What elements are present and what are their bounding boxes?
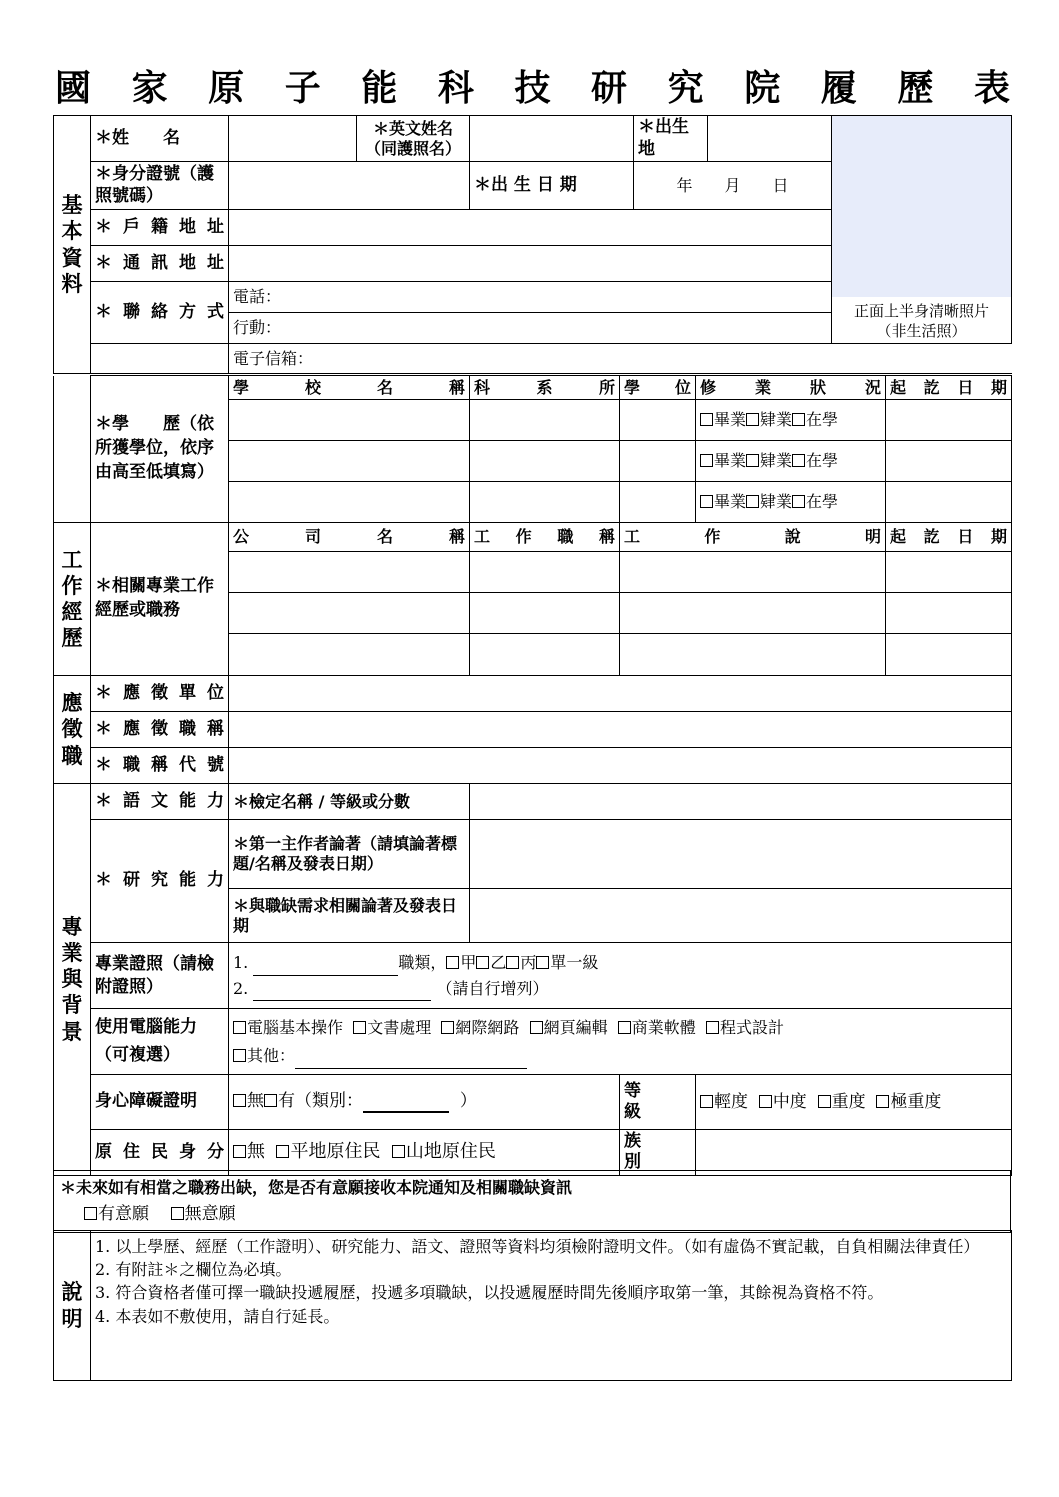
section-char: 經 bbox=[61, 599, 83, 624]
birthdate-label: ＊出 生 日 期 bbox=[470, 162, 634, 210]
option-label: 山地原住民 bbox=[405, 1141, 496, 1162]
option-label: 無 bbox=[247, 1141, 265, 1162]
edu-school-field[interactable] bbox=[229, 441, 470, 482]
checkbox[interactable] bbox=[746, 495, 759, 508]
eng-name-label: ＊英文姓名（同護照名） bbox=[357, 116, 470, 162]
option-label: 文書處理 bbox=[367, 1018, 432, 1038]
work-table bbox=[53, 522, 1012, 676]
research-related-field[interactable] bbox=[470, 889, 1012, 943]
option-label: 網際網路 bbox=[455, 1018, 520, 1038]
option-label: 平地原住民 bbox=[290, 1141, 381, 1162]
work-title-field[interactable] bbox=[470, 634, 620, 676]
section-char: 景 bbox=[61, 1018, 83, 1044]
computer-label: 使用電腦能力（可複選） bbox=[91, 1009, 229, 1075]
section-professional bbox=[54, 784, 91, 1176]
license-add-note: （請自行增列） bbox=[436, 978, 549, 998]
section-char: 職 bbox=[61, 742, 83, 768]
edu-header-degree: 學位 bbox=[620, 376, 696, 400]
edu-header-status: 修業狀況 bbox=[696, 376, 886, 400]
basic-info-table bbox=[53, 115, 1012, 374]
section-char: 本 bbox=[61, 218, 83, 244]
license-blank[interactable] bbox=[253, 960, 398, 976]
name-field[interactable] bbox=[229, 116, 357, 162]
tribe-label: 族 別 bbox=[620, 1130, 696, 1176]
checkbox[interactable] bbox=[476, 956, 489, 969]
section-char: 明 bbox=[61, 1305, 83, 1331]
professional-table bbox=[53, 783, 1012, 1176]
grade-options[interactable] bbox=[696, 1075, 1012, 1130]
photo-box[interactable] bbox=[832, 116, 1012, 344]
apply-code-field[interactable] bbox=[229, 748, 1012, 784]
checkbox[interactable] bbox=[392, 1145, 405, 1158]
option-label: 在學 bbox=[806, 492, 839, 511]
option-label: 無 bbox=[247, 1091, 264, 1112]
education-table bbox=[53, 375, 1012, 523]
education-label: ＊學 歷（依所獲學位，依序由高至低填寫） bbox=[91, 376, 229, 523]
apply-unit-field[interactable] bbox=[229, 676, 1012, 712]
work-dates-field[interactable] bbox=[886, 593, 1012, 634]
checkbox[interactable] bbox=[792, 413, 805, 426]
research-label: ＊研究能力 bbox=[91, 820, 229, 943]
work-desc-field[interactable] bbox=[620, 552, 886, 593]
note-item: 4. 本表如不敷使用，請自行延長。 bbox=[95, 1306, 340, 1326]
language-label: ＊語文能力 bbox=[91, 784, 229, 820]
license-label: 專業證照（請檢附證照） bbox=[91, 943, 229, 1009]
computer-option-row bbox=[233, 1014, 1007, 1041]
work-header-dates: 起訖日期 bbox=[886, 523, 1012, 552]
edu-degree-field[interactable] bbox=[620, 441, 696, 482]
title-char: 能 bbox=[361, 66, 398, 109]
edu-dept-field[interactable] bbox=[470, 441, 620, 482]
email-field[interactable]: 電子信箱： bbox=[229, 344, 1012, 374]
work-company-field[interactable] bbox=[229, 593, 470, 634]
option-label: 網頁編輯 bbox=[543, 1018, 608, 1038]
checkbox[interactable] bbox=[700, 495, 713, 508]
id-field[interactable] bbox=[229, 162, 470, 210]
edu-status-options[interactable] bbox=[696, 400, 886, 441]
option-label: 乙 bbox=[490, 952, 507, 972]
option-label: 程式設計 bbox=[719, 1018, 784, 1038]
checkbox[interactable] bbox=[171, 1207, 184, 1220]
title-char: 院 bbox=[744, 66, 781, 109]
edu-status-options[interactable] bbox=[696, 482, 886, 523]
section-apply bbox=[54, 676, 91, 784]
work-desc-field[interactable] bbox=[620, 634, 886, 676]
apply-code-label: ＊職稱代號 bbox=[91, 748, 229, 784]
option-label: 有意願 bbox=[98, 1203, 149, 1224]
work-title-field[interactable] bbox=[470, 552, 620, 593]
disability-label: 身心障礙證明 bbox=[91, 1075, 229, 1130]
option-label: 肄業 bbox=[760, 492, 793, 511]
checkbox[interactable] bbox=[233, 1145, 246, 1158]
section-char: 業 bbox=[61, 939, 83, 965]
option-label: 電腦基本操作 bbox=[247, 1018, 344, 1038]
aboriginal-options[interactable] bbox=[229, 1130, 620, 1176]
license-field[interactable] bbox=[229, 943, 1012, 1009]
contact-label-cont bbox=[91, 344, 229, 374]
checkbox[interactable] bbox=[818, 1095, 831, 1108]
option-label: 在學 bbox=[806, 410, 839, 429]
section-char: 徵 bbox=[61, 716, 83, 742]
checkbox[interactable] bbox=[233, 1049, 246, 1062]
title-char: 國 bbox=[55, 66, 92, 109]
license-category-label: 職類， bbox=[398, 952, 447, 972]
section-work bbox=[54, 523, 91, 676]
edu-dept-field[interactable] bbox=[470, 482, 620, 523]
checkbox[interactable] bbox=[792, 495, 805, 508]
option-label: 重度 bbox=[831, 1091, 866, 1112]
section-char: 專 bbox=[61, 913, 83, 939]
section-char: 背 bbox=[61, 992, 83, 1018]
section-char: 說 bbox=[61, 1279, 83, 1305]
research-first-author-label: ＊第一主作者論著（請填論著標題/名稱及發表日期） bbox=[229, 820, 470, 889]
option-label: 甲 bbox=[460, 952, 477, 972]
edu-header-school: 學校名稱 bbox=[229, 376, 470, 400]
notes-table bbox=[53, 1230, 1012, 1381]
section-notes bbox=[54, 1231, 91, 1381]
household-label: ＊戶籍地址 bbox=[91, 210, 229, 246]
note-item: 2. 有附註＊之欄位為必填。 bbox=[95, 1260, 292, 1280]
title-char: 究 bbox=[667, 66, 704, 109]
checkbox[interactable] bbox=[700, 413, 713, 426]
option-label: 畢業 bbox=[714, 451, 747, 470]
apply-unit-label: ＊應徵單位 bbox=[91, 676, 229, 712]
edu-header-dates: 起訖日期 bbox=[886, 376, 1012, 400]
option-label: 畢業 bbox=[714, 410, 747, 429]
research-first-author-field[interactable] bbox=[470, 820, 1012, 889]
edu-degree-field[interactable] bbox=[620, 482, 696, 523]
title-char: 子 bbox=[284, 66, 321, 109]
mobile-field[interactable]: 行動： bbox=[229, 313, 832, 344]
checkbox[interactable] bbox=[792, 454, 805, 467]
consent-options bbox=[60, 1201, 1004, 1228]
work-header-title: 工作職稱 bbox=[470, 523, 620, 552]
checkbox[interactable] bbox=[353, 1021, 366, 1034]
section-char: 應 bbox=[61, 690, 83, 716]
consent-table bbox=[53, 1170, 1011, 1233]
work-header-company: 公司名稱 bbox=[229, 523, 470, 552]
checkbox[interactable] bbox=[706, 1021, 719, 1034]
option-label: 輕度 bbox=[714, 1091, 748, 1112]
checkbox[interactable] bbox=[84, 1207, 97, 1220]
work-header-desc: 工作說明 bbox=[620, 523, 886, 552]
edu-status-options[interactable] bbox=[696, 441, 886, 482]
option-label: 其他： bbox=[247, 1045, 296, 1065]
checkbox[interactable] bbox=[876, 1095, 889, 1108]
edu-school-field[interactable] bbox=[229, 400, 470, 441]
apply-table bbox=[53, 675, 1012, 784]
birthplace-field[interactable] bbox=[708, 116, 832, 162]
work-title-field[interactable] bbox=[470, 593, 620, 634]
option-label: 單一級 bbox=[550, 952, 599, 972]
language-cert-label: ＊檢定名稱 / 等級或分數 bbox=[229, 784, 470, 820]
phone-field[interactable]: 電話： bbox=[229, 282, 832, 313]
form-title bbox=[55, 58, 1010, 112]
grade-label: 等 級 bbox=[620, 1075, 696, 1130]
work-company-field[interactable] bbox=[229, 552, 470, 593]
option-label: 極重度 bbox=[890, 1091, 942, 1112]
title-char: 原 bbox=[208, 66, 245, 109]
checkbox[interactable] bbox=[441, 1021, 454, 1034]
section-char: 與 bbox=[61, 966, 83, 992]
edu-degree-field[interactable] bbox=[620, 400, 696, 441]
tribe-field[interactable] bbox=[696, 1130, 1012, 1176]
photo-caption: 正面上半身清晰照片 bbox=[854, 302, 990, 320]
title-char: 技 bbox=[514, 66, 551, 109]
edu-dept-field[interactable] bbox=[470, 400, 620, 441]
computer-other-blank[interactable] bbox=[295, 1053, 527, 1069]
title-char: 履 bbox=[820, 66, 857, 109]
checkbox[interactable] bbox=[530, 1021, 543, 1034]
checkbox[interactable] bbox=[700, 1095, 713, 1108]
work-label: ＊相關專業工作經歷或職務 bbox=[91, 523, 229, 676]
checkbox[interactable] bbox=[446, 956, 459, 969]
disability-options[interactable] bbox=[229, 1075, 620, 1130]
title-char: 研 bbox=[591, 66, 628, 109]
checkbox[interactable] bbox=[700, 454, 713, 467]
eng-name-field[interactable] bbox=[470, 116, 634, 162]
section-basic bbox=[54, 116, 91, 374]
consent-cell bbox=[54, 1171, 1011, 1233]
edu-dates-field[interactable] bbox=[886, 441, 1012, 482]
notes-list bbox=[91, 1231, 1012, 1381]
option-label: 有（類別： bbox=[278, 1091, 363, 1112]
work-dates-field[interactable] bbox=[886, 634, 1012, 676]
title-char: 科 bbox=[437, 66, 474, 109]
apply-title-field[interactable] bbox=[229, 712, 1012, 748]
edu-dates-field[interactable] bbox=[886, 400, 1012, 441]
option-label: 中度 bbox=[772, 1091, 807, 1112]
section-char: 基 bbox=[61, 192, 83, 217]
checkbox[interactable] bbox=[536, 956, 549, 969]
checkbox[interactable] bbox=[276, 1145, 289, 1158]
license-line-1 bbox=[233, 950, 1007, 976]
photo-caption-note: （非生活照） bbox=[876, 321, 967, 340]
option-label: 在學 bbox=[806, 451, 839, 470]
option-label: 丙 bbox=[520, 952, 537, 972]
work-desc-field[interactable] bbox=[620, 593, 886, 634]
license-blank[interactable] bbox=[253, 985, 431, 1001]
birthplace-label: ＊出生地 bbox=[634, 116, 708, 162]
checkbox[interactable] bbox=[264, 1094, 277, 1107]
option-label: 畢業 bbox=[714, 492, 747, 511]
checkbox[interactable] bbox=[759, 1095, 772, 1108]
language-field[interactable] bbox=[470, 784, 1012, 820]
consent-question: ＊未來如有相當之職務出缺，您是否有意願接收本院通知及相關職缺資訊 bbox=[60, 1178, 573, 1197]
license-line-2 bbox=[233, 976, 1007, 1002]
checkbox[interactable] bbox=[233, 1021, 246, 1034]
section-char: 作 bbox=[61, 572, 83, 598]
computer-other-row bbox=[233, 1042, 1007, 1069]
aboriginal-label: 原住民身分 bbox=[91, 1130, 229, 1176]
work-dates-field[interactable] bbox=[886, 552, 1012, 593]
edu-dates-field[interactable] bbox=[886, 482, 1012, 523]
section-char: 料 bbox=[61, 270, 83, 296]
option-label: 商業軟體 bbox=[631, 1018, 696, 1038]
edu-school-field[interactable] bbox=[229, 482, 470, 523]
title-char: 表 bbox=[973, 66, 1010, 109]
checkbox[interactable] bbox=[746, 454, 759, 467]
option-label: 肄業 bbox=[760, 410, 793, 429]
computer-options[interactable] bbox=[229, 1009, 1012, 1075]
checkbox[interactable] bbox=[618, 1021, 631, 1034]
option-label: 肄業 bbox=[760, 451, 793, 470]
contact-label: ＊聯絡方式 bbox=[91, 282, 229, 344]
option-label: ） bbox=[459, 1091, 477, 1112]
license-index: 1. bbox=[233, 952, 249, 972]
title-char: 家 bbox=[131, 66, 168, 109]
research-related-label: ＊與職缺需求相關論著及發表日期 bbox=[229, 889, 470, 943]
name-label: ＊姓 名 bbox=[91, 116, 229, 162]
note-item: 1. 以上學歷、經歷（工作證明）、研究能力、語文、證照等資料均須檢附證明文件。（如有虛偽不實記載，自負相關法律責任） bbox=[95, 1237, 980, 1256]
section-basic-cont bbox=[54, 376, 91, 523]
license-index: 2. bbox=[233, 978, 249, 998]
section-char: 資 bbox=[61, 244, 83, 270]
section-char: 歷 bbox=[61, 625, 83, 651]
work-company-field[interactable] bbox=[229, 634, 470, 676]
note-item: 3. 符合資格者僅可擇一職缺投遞履歷，投遞多項職缺，以投遞履歷時間先後順序取第一筆，其餘視為資格不符。 bbox=[95, 1283, 884, 1303]
title-char: 歷 bbox=[897, 66, 934, 109]
option-label: 無意願 bbox=[184, 1203, 236, 1224]
checkbox[interactable] bbox=[506, 956, 519, 969]
edu-header-dept: 科系所 bbox=[470, 376, 620, 400]
id-label: ＊身分證號（護照號碼） bbox=[91, 162, 229, 210]
checkbox[interactable] bbox=[746, 413, 759, 426]
apply-title-label: ＊應徵職稱 bbox=[91, 712, 229, 748]
birthdate-field[interactable]: 年 月 日 bbox=[634, 162, 832, 210]
disability-type-blank[interactable] bbox=[363, 1097, 449, 1113]
household-address-field[interactable] bbox=[229, 210, 832, 246]
mailing-address-field[interactable] bbox=[229, 246, 832, 282]
mailing-label: ＊通訊地址 bbox=[91, 246, 229, 282]
section-char: 工 bbox=[61, 546, 83, 572]
checkbox[interactable] bbox=[233, 1094, 246, 1107]
